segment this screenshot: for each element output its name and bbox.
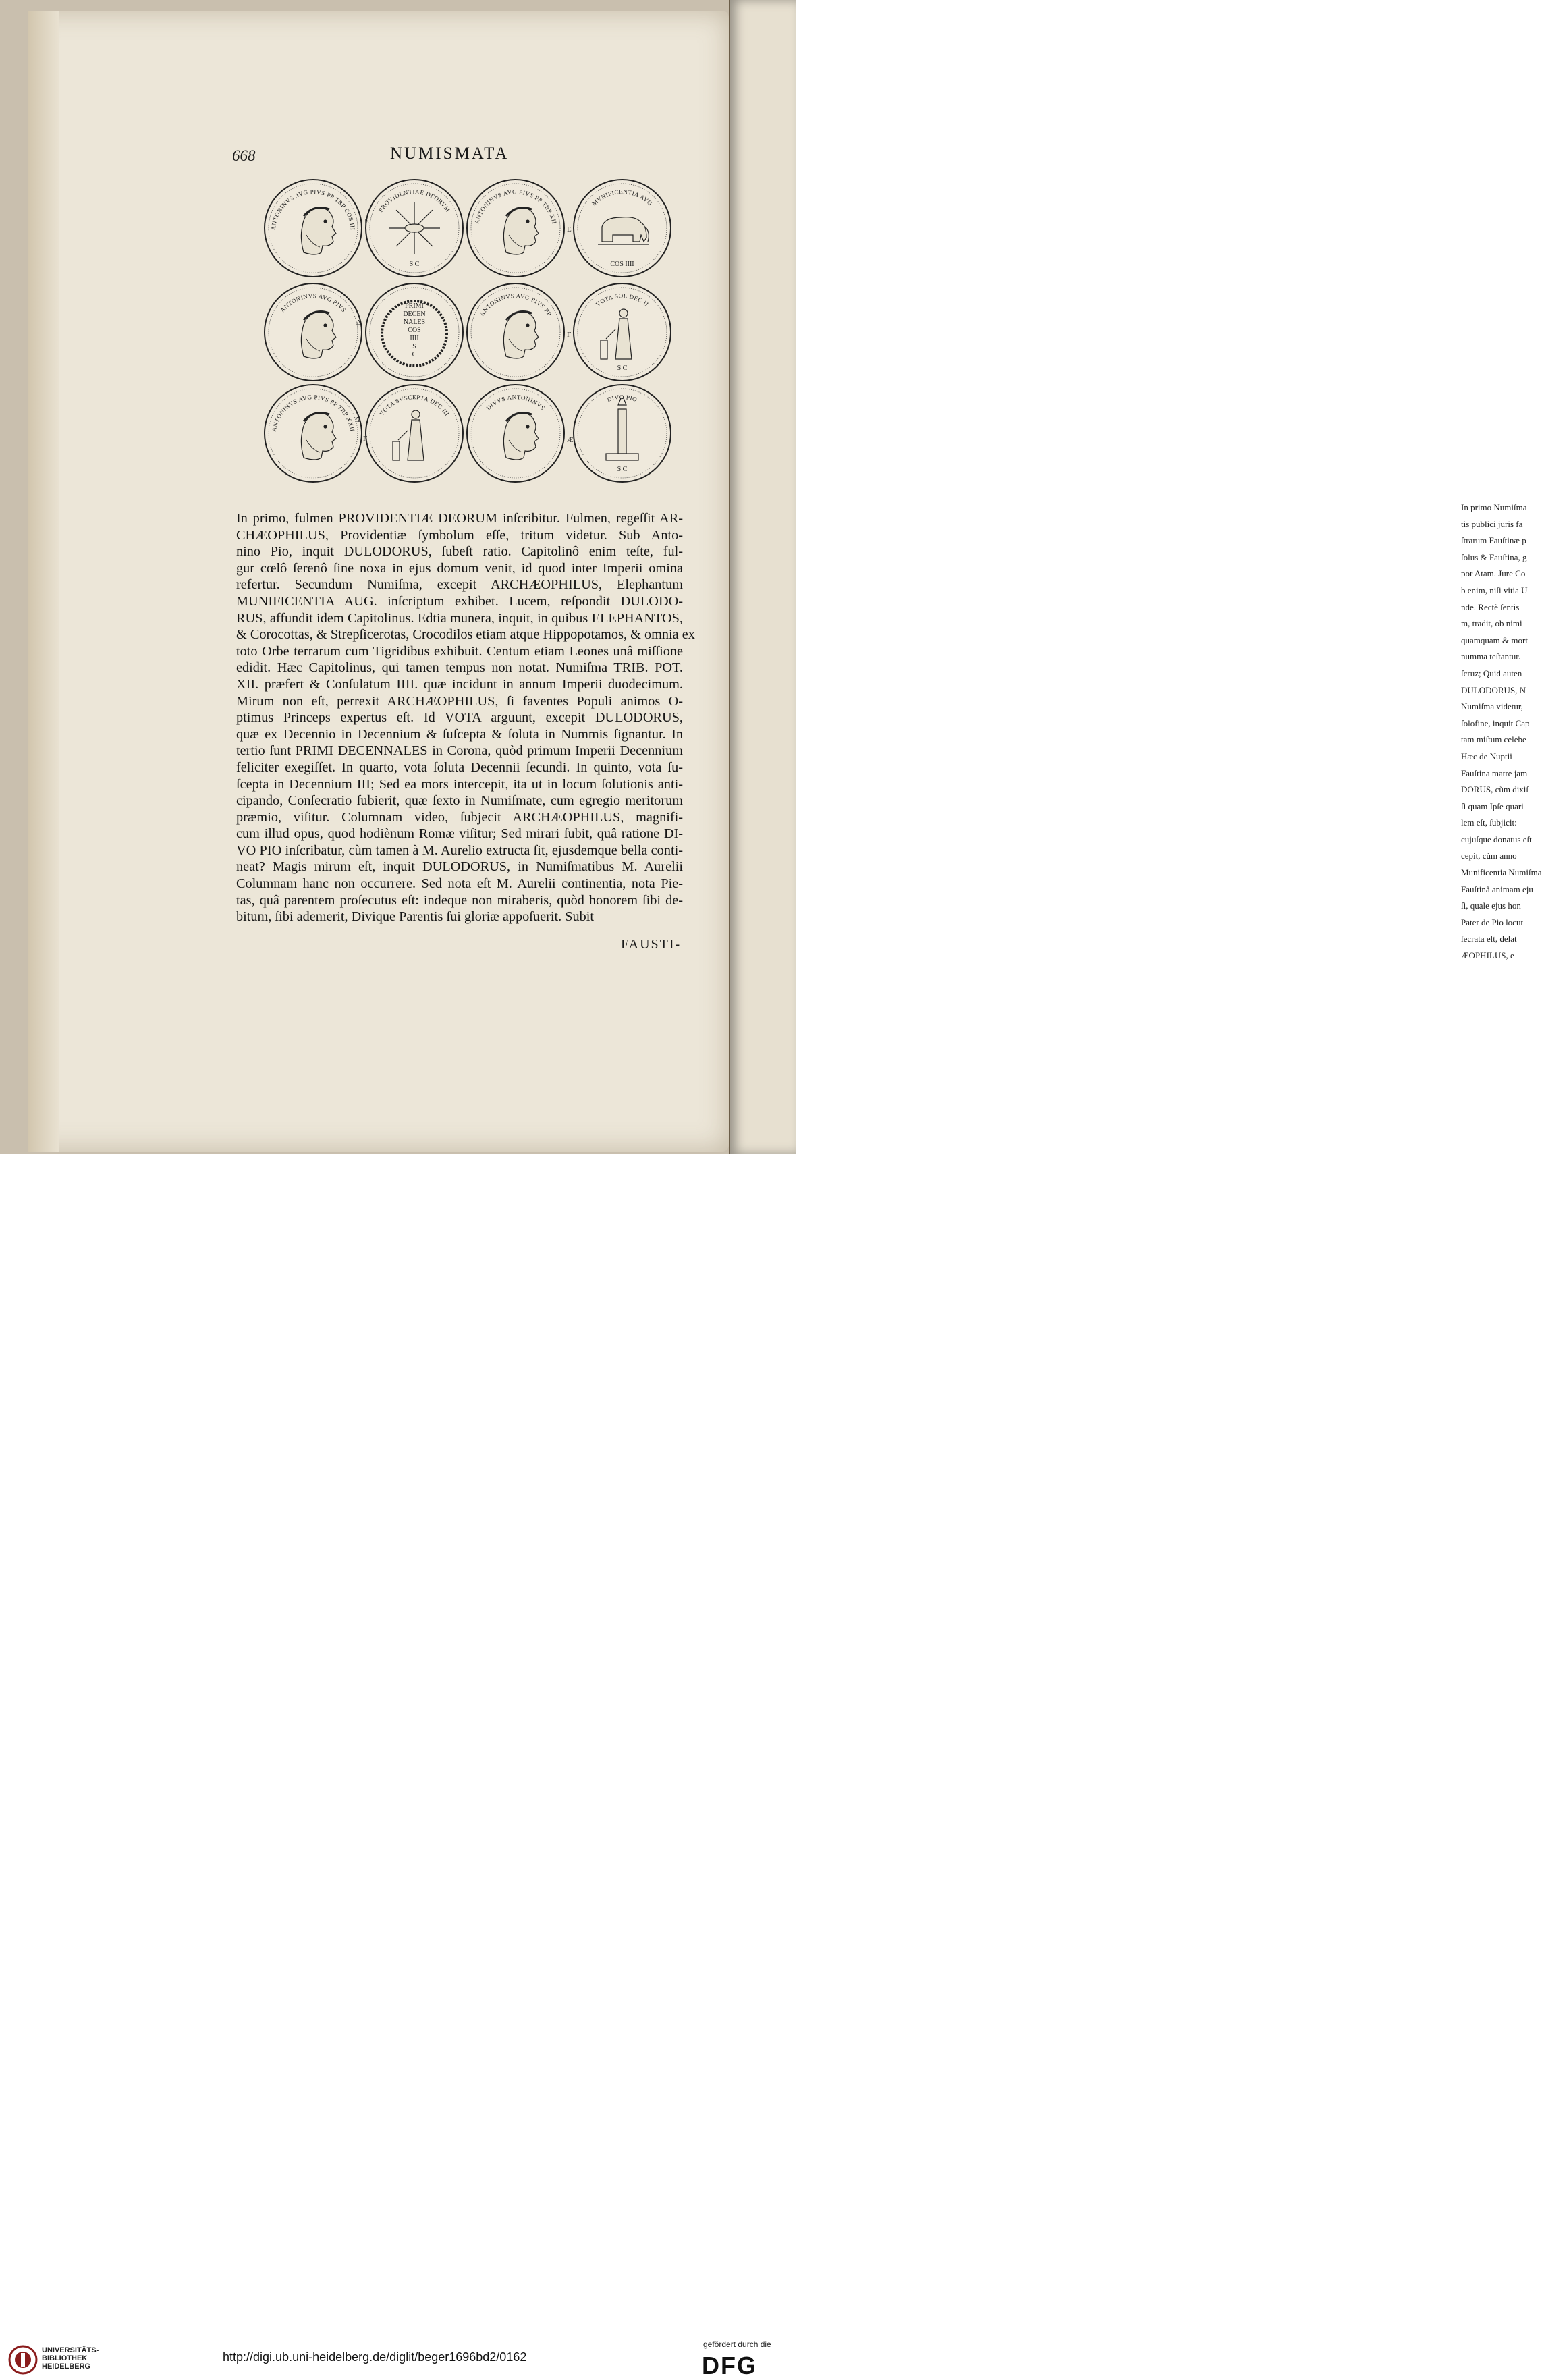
coin-plate xyxy=(262,177,675,493)
plate-mark: E xyxy=(364,217,369,225)
viewer-footer xyxy=(0,1156,795,2379)
text-line: edidit. Hæc Capitolinus, qui tamen tempus non notat. Numiſma TRIB. POT. xyxy=(236,660,683,676)
text-line: feliciter exegiſſet. In quarto, vota ſoluta Decennii ſecundi. In quinto, vota ſu- xyxy=(236,759,683,775)
text-line: In primo, fulmen PROVIDENTIÆ DEORUM inſcribitur. Fulmen, regeſſit AR- xyxy=(236,511,683,526)
facing-page-edge xyxy=(729,0,1542,1154)
coin-7 xyxy=(464,281,567,383)
facing-page-line: tis publici juris fa xyxy=(1461,518,1523,529)
text-line: XII. præfert & Conſulatum IIII. quæ incidunt in annum Imperii duodecimum. xyxy=(236,676,683,692)
text-line: neat? Magis mirum eſt, inquit DULODORUS, in Numiſmatibus M. Aurelii xyxy=(236,859,683,875)
coin-legend: DIVO PIO xyxy=(606,394,638,404)
text-line: RUS, affundit idem Capitolinus. Edtia munera, inquit, in quibus ELEPHANTOS, xyxy=(236,610,683,626)
scan-background xyxy=(0,0,1542,1154)
text-line: & Corocottas, & Strepſicerotas, Crocodilos etiam atque Hippopotamos, & omnia ex xyxy=(236,627,695,643)
coin-legend: ANTONINVS AVG PIVS PP TRP COS III xyxy=(269,188,356,231)
page-number: 668 xyxy=(232,147,256,164)
funder-caption: gefördert durch die xyxy=(703,2340,771,2349)
text-line: VO PIO inſcribatur, cùm tamen à M. Aurelio extructa ſit, ejusdemque bella conti- xyxy=(236,842,683,858)
coin-5 xyxy=(262,281,364,383)
coin-inscription: S C xyxy=(409,261,420,268)
dfg-logo: DFG xyxy=(702,2352,757,2379)
facing-page-line: b enim, niſi vitia U xyxy=(1461,585,1528,595)
plate-mark: Γ xyxy=(363,435,368,443)
facing-page-line: ÆOPHILUS, e xyxy=(1461,950,1514,961)
portrait-icon xyxy=(262,177,364,279)
coin-legend: VOTA SOL DEC II xyxy=(594,292,651,308)
coin-legend: PROVIDENTIAE DEORVM xyxy=(377,188,451,213)
text-line: Mirum non eſt, perrexit ARCHÆOPHILUS, ſi faventes Populi animos O- xyxy=(236,693,683,709)
portrait-icon xyxy=(262,281,364,383)
text-line: bitum, ſibi ademerit, Divique Parentis ſui gloriæ appoſuerit. Subit xyxy=(236,909,595,925)
coin-legend: ANTONINVS AVG PIVS PP TRP XII xyxy=(473,188,558,225)
coin-12 xyxy=(571,382,673,485)
facing-page-line: ſi, quale ejus hon xyxy=(1461,900,1521,911)
text-line: præmio, viſitur. Columnam video, ſubjecit ARCHÆOPHILUS, magnifi- xyxy=(236,809,683,825)
plate-mark: E xyxy=(567,225,572,234)
facing-page-line: nde. Rectè ſentis xyxy=(1461,601,1520,612)
coin-legend: DIVVS ANTONINVS xyxy=(485,394,547,412)
facing-page-line: ſecrata eſt, delat xyxy=(1461,934,1517,944)
standing-figure-icon xyxy=(571,281,673,383)
facing-page-line: Fauſtina matre jam xyxy=(1461,767,1528,778)
body-text xyxy=(236,510,695,925)
text-line: cum illud opus, quod hodiènum Romæ viſitur; Sed mirari ſubit, quâ ratione DI- xyxy=(236,826,683,842)
coin-inscription: COS IIII xyxy=(610,261,634,268)
facing-page-line: quamquam & mort xyxy=(1461,634,1528,645)
text-line: refertur. Secundum Numiſma, excepit ARCHÆOPHILUS, Elephantum xyxy=(236,577,683,593)
wreath-icon xyxy=(363,281,466,383)
facing-page-text xyxy=(1461,499,1542,965)
portrait-icon xyxy=(464,177,567,279)
facing-page-line: ſolus & Fauſtina, g xyxy=(1461,551,1527,562)
facing-page-line: tam miſtum celebe xyxy=(1461,734,1526,745)
facing-page-line: Pater de Pio locut xyxy=(1461,917,1524,927)
text-line: ſcepta in Decennium III; Sed ea mors intercepit, ita ut in locum ſolutionis anti- xyxy=(236,776,683,792)
column-icon xyxy=(571,382,673,485)
coin-6 xyxy=(363,281,466,383)
facing-page-line: m, tradit, ob nimi xyxy=(1461,618,1522,629)
facing-page-line: Numiſma videtur, xyxy=(1461,701,1523,712)
facing-page-line: cepit, cùm anno xyxy=(1461,850,1517,861)
plate-mark: Æ xyxy=(567,436,574,444)
text-line: quæ ex Decennio in Decennium & ſuſcepta & ſoluta in Nummis ſignantur. In xyxy=(236,726,683,742)
coin-inscription: S C xyxy=(617,466,628,473)
coin-8 xyxy=(571,281,673,383)
facing-page-line: ſcruz; Quid auten xyxy=(1461,668,1522,678)
plate-mark: Δ xyxy=(356,319,362,327)
coin-11 xyxy=(464,382,567,485)
facing-page-line: numma teſtantur. xyxy=(1461,651,1521,662)
facing-page-line: cujuſque donatus eſt xyxy=(1461,834,1532,844)
facing-page-line: In primo Numiſma xyxy=(1461,502,1527,512)
elephant-icon xyxy=(571,177,673,279)
coin-4 xyxy=(571,177,673,279)
coin-legend: MVNIFICENTIA AVG xyxy=(590,188,654,207)
text-line: CHÆOPHILUS, Providentiæ ſymbolum eſſe, tritum videtur. Sub Anto- xyxy=(236,527,683,543)
coin-legend: ANTONINVS AVG PIVS PP xyxy=(478,292,553,318)
coin-1 xyxy=(262,177,364,279)
facing-page-line: lem eſt, ſubjicit: xyxy=(1461,817,1517,828)
text-line: Columnam hanc non occurrere. Sed nota eſt M. Aurelii continentia, nota Pie- xyxy=(236,876,683,892)
facing-page-line: por Atam. Jure Co xyxy=(1461,568,1526,579)
coin-2 xyxy=(363,177,466,279)
plate-mark: Δ xyxy=(355,416,360,424)
facing-page-line: Munificentia Numiſma xyxy=(1461,867,1542,878)
facing-page-line: ſolofine, inquit Cap xyxy=(1461,718,1530,728)
facing-page-line: DULODORUS, N xyxy=(1461,684,1526,695)
facing-page-line: Fauſtinâ animam eju xyxy=(1461,884,1533,894)
coin-9 xyxy=(262,382,364,485)
portrait-icon xyxy=(464,382,567,485)
text-line: ptimus Princeps expertus eſt. Id VOTA arguunt, excepit DULODORUS, xyxy=(236,710,683,726)
running-head: NUMISMATA xyxy=(390,144,510,163)
coin-legend: ANTONINVS AVG PIVS xyxy=(279,292,348,314)
coin-10 xyxy=(363,382,466,485)
portrait-icon xyxy=(262,382,364,485)
coin-inscription: PRIMI DECEN NALES COS IIII S C xyxy=(403,302,426,358)
plate-mark: Γ xyxy=(567,331,572,339)
facing-page-line: ſi quam Ipſe quari xyxy=(1461,801,1524,811)
library-name: UNIVERSITÄTS- BIBLIOTHEK HEIDELBERG xyxy=(42,2346,99,2371)
standing-figure-icon xyxy=(363,382,466,485)
coin-legend: VOTA SVSCEPTA DEC III xyxy=(378,394,451,418)
facing-page-line: DORUS, cùm dixiſ xyxy=(1461,784,1529,795)
coin-3 xyxy=(464,177,567,279)
text-line: nino Pio, inquit DULODORUS, ſubeſt ratio. Capitolinô enim teſte, ful- xyxy=(236,544,683,560)
university-seal-icon xyxy=(8,2345,38,2375)
catchword: FAUSTI- xyxy=(621,937,682,952)
permalink[interactable]: http://digi.ub.uni-heidelberg.de/diglit/beger1696bd2/0162 xyxy=(223,2350,527,2364)
text-line: cipando, Conſecratio ſubierit, quæ ſexto in Numiſmate, cum egregio meritorum xyxy=(236,793,683,809)
text-line: toto Orbe terrarum cum Tigridibus exhibuit. Centum etiam Leones unâ miſſione xyxy=(236,643,683,659)
facing-page-line: Hæc de Nuptii xyxy=(1461,751,1512,761)
thunderbolt-icon xyxy=(363,177,466,279)
portrait-icon xyxy=(464,281,567,383)
text-line: MUNIFICENTIA AUG. inſcriptum exhibet. Lucem, reſpondit DULODO- xyxy=(236,593,683,609)
coin-inscription: S C xyxy=(617,364,628,372)
facing-page-line: ſtrarum Fauſtinæ p xyxy=(1461,535,1526,546)
text-line: gur cœlô ſerenô ſine noxa in ejus domum venit, id quod inter Imperii omina xyxy=(236,560,683,576)
text-line: tas, quâ parentem proſecutus eſt: indeque non miraberis, quòd honorem ſibi de- xyxy=(236,892,683,908)
coin-legend: ANTONINVS AVG PIVS PP TRP XXII xyxy=(270,394,356,433)
text-line: tertio ſunt PRIMI DECENNALES in Corona, quòd primum Imperii Decennium xyxy=(236,743,683,759)
